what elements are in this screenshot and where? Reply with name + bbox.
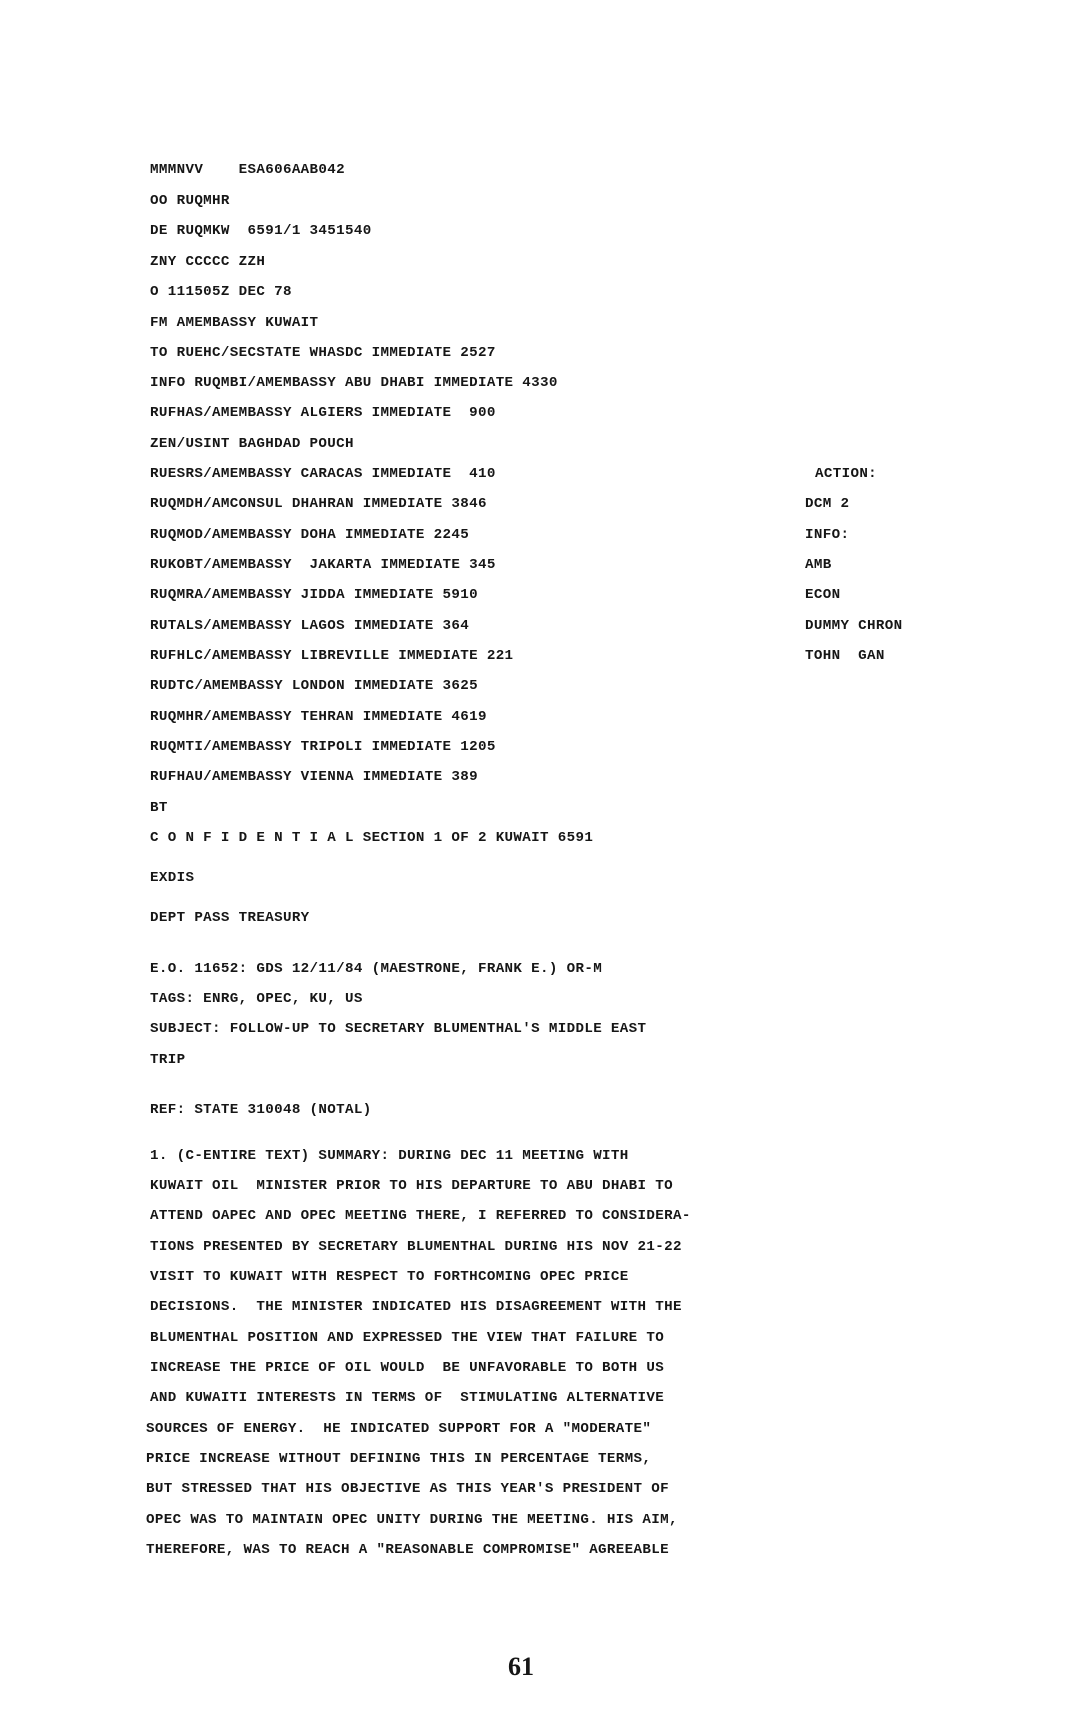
header-line: BT — [150, 800, 168, 816]
reference-line: REF: STATE 310048 (NOTAL) — [150, 1102, 372, 1118]
body-line: DECISIONS. THE MINISTER INDICATED HIS DISAGREEMENT WITH THE — [150, 1299, 682, 1315]
header-line: RUDTC/AMEMBASSY LONDON IMMEDIATE 3625 — [150, 678, 478, 694]
body-line: ATTEND OAPEC AND OPEC MEETING THERE, I REFERRED TO CONSIDERA- — [150, 1208, 691, 1224]
classification-line: C O N F I D E N T I A L SECTION 1 OF 2 KUWAIT 6591 — [150, 830, 594, 846]
header-line: O 111505Z DEC 78 — [150, 284, 292, 300]
header-line: DE RUQMKW 6591/1 3451540 — [150, 223, 372, 239]
routing-line: DUMMY CHRON — [805, 618, 903, 634]
body-line: OPEC WAS TO MAINTAIN OPEC UNITY DURING THE MEETING. HIS AIM, — [146, 1512, 678, 1528]
routing-line: TOHN GAN — [805, 648, 885, 664]
header-line: TO RUEHC/SECSTATE WHASDC IMMEDIATE 2527 — [150, 345, 496, 361]
header-line: RUKOBT/AMEMBASSY JAKARTA IMMEDIATE 345 — [150, 557, 496, 573]
header-line: RUFHAS/AMEMBASSY ALGIERS IMMEDIATE 900 — [150, 405, 496, 421]
header-line: ZEN/USINT BAGHDAD POUCH — [150, 436, 354, 452]
routing-line: ACTION: — [815, 466, 878, 482]
header-line: RUFHAU/AMEMBASSY VIENNA IMMEDIATE 389 — [150, 769, 478, 785]
header-line: RUQMOD/AMEMBASSY DOHA IMMEDIATE 2245 — [150, 527, 470, 543]
subject-line: SUBJECT: FOLLOW-UP TO SECRETARY BLUMENTHAL'S MIDDLE EAST — [150, 1021, 647, 1037]
header-line: OO RUQMHR — [150, 193, 230, 209]
body-line: BLUMENTHAL POSITION AND EXPRESSED THE VIEW THAT FAILURE TO — [150, 1330, 665, 1346]
dept-pass-line: DEPT PASS TREASURY — [150, 910, 310, 926]
header-line: RUQMRA/AMEMBASSY JIDDA IMMEDIATE 5910 — [150, 587, 478, 603]
body-line: TIONS PRESENTED BY SECRETARY BLUMENTHAL DURING HIS NOV 21-22 — [150, 1239, 682, 1255]
body-line: 1. (C-ENTIRE TEXT) SUMMARY: DURING DEC 11 MEETING WITH — [150, 1148, 629, 1164]
header-line: ZNY CCCCC ZZH — [150, 254, 266, 270]
body-line: VISIT TO KUWAIT WITH RESPECT TO FORTHCOMING OPEC PRICE — [150, 1269, 629, 1285]
header-line: RUTALS/AMEMBASSY LAGOS IMMEDIATE 364 — [150, 618, 470, 634]
routing-line: INFO: — [805, 527, 850, 543]
body-line: KUWAIT OIL MINISTER PRIOR TO HIS DEPARTURE TO ABU DHABI TO — [150, 1178, 673, 1194]
header-line: INFO RUQMBI/AMEMBASSY ABU DHABI IMMEDIATE 4330 — [150, 375, 558, 391]
header-line: RUFHLC/AMEMBASSY LIBREVILLE IMMEDIATE 221 — [150, 648, 514, 664]
header-line: RUESRS/AMEMBASSY CARACAS IMMEDIATE 410 — [150, 466, 496, 482]
handling-caveat: EXDIS — [150, 870, 195, 886]
body-line: BUT STRESSED THAT HIS OBJECTIVE AS THIS YEAR'S PRESIDENT OF — [146, 1481, 669, 1497]
routing-line: ECON — [805, 587, 841, 603]
body-line: INCREASE THE PRICE OF OIL WOULD BE UNFAVORABLE TO BOTH US — [150, 1360, 665, 1376]
header-line: RUQMDH/AMCONSUL DHAHRAN IMMEDIATE 3846 — [150, 496, 487, 512]
body-line: AND KUWAITI INTERESTS IN TERMS OF STIMULATING ALTERNATIVE — [150, 1390, 665, 1406]
body-line: PRICE INCREASE WITHOUT DEFINING THIS IN PERCENTAGE TERMS, — [146, 1451, 652, 1467]
eo-line: E.O. 11652: GDS 12/11/84 (MAESTRONE, FRANK E.) OR-M — [150, 961, 603, 977]
tags-line: TAGS: ENRG, OPEC, KU, US — [150, 991, 363, 1007]
header-line: MMMNVV ESA606AAB042 — [150, 162, 346, 178]
header-line: RUQMTI/AMEMBASSY TRIPOLI IMMEDIATE 1205 — [150, 739, 496, 755]
page-number: 61 — [508, 1652, 534, 1681]
routing-line: DCM 2 — [805, 496, 850, 512]
header-line: FM AMEMBASSY KUWAIT — [150, 315, 319, 331]
header-line: RUQMHR/AMEMBASSY TEHRAN IMMEDIATE 4619 — [150, 709, 487, 725]
subject-line: TRIP — [150, 1052, 186, 1068]
routing-line: AMB — [805, 557, 832, 573]
body-line: THEREFORE, WAS TO REACH A "REASONABLE COMPROMISE" AGREEABLE — [146, 1542, 669, 1558]
body-line: SOURCES OF ENERGY. HE INDICATED SUPPORT FOR A "MODERATE" — [146, 1421, 652, 1437]
